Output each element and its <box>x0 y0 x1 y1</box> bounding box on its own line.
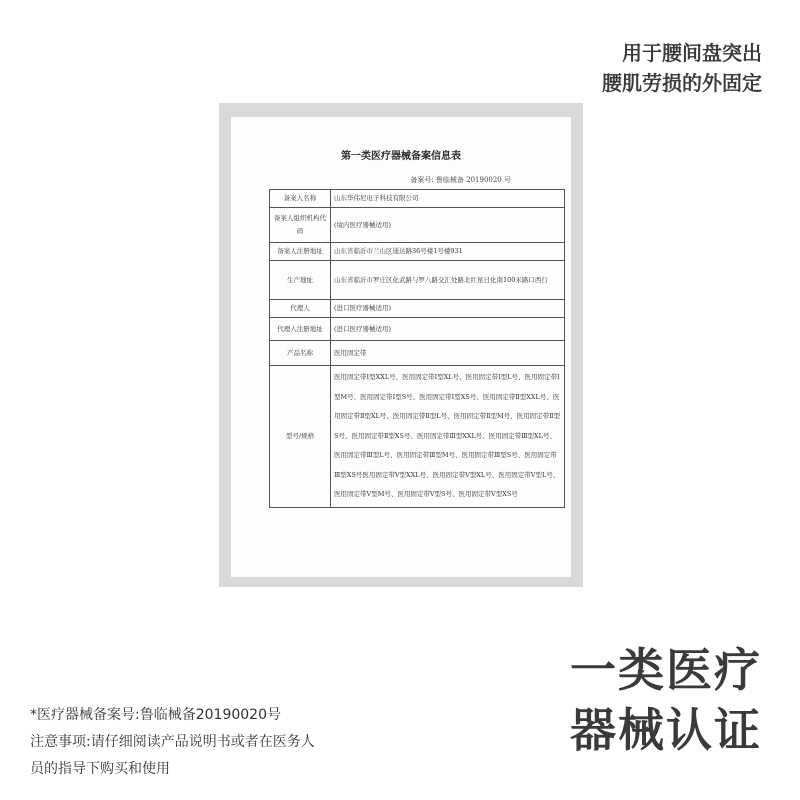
row-label: 生产地址 <box>270 261 331 300</box>
record-table <box>269 189 565 508</box>
tagline <box>602 38 762 98</box>
row-label: 型号/规格 <box>270 366 331 508</box>
row-label: 备案人组织机构代码 <box>270 208 331 243</box>
table-row <box>270 300 565 318</box>
row-value: (进口医疗器械适用) <box>331 318 565 341</box>
caption-notice-line-2: 员的指导下购买和使用 <box>30 761 170 777</box>
row-value: 医用固定带 <box>331 341 565 366</box>
table-row <box>270 208 565 243</box>
row-label: 代理人注册地址 <box>270 318 331 341</box>
table-row <box>270 341 565 366</box>
table-row <box>270 190 565 208</box>
row-label: 备案人名称 <box>270 190 331 208</box>
row-label: 产品名称 <box>270 341 331 366</box>
table-row <box>270 261 565 300</box>
badge-line-2: 器械认证 <box>570 703 762 757</box>
row-label: 代理人 <box>270 300 331 318</box>
caption <box>30 702 315 783</box>
table-row <box>270 243 565 261</box>
row-value: 医用固定带Ⅰ型XXL号、医用固定带Ⅰ型XL号、医用固定带Ⅰ型L号、医用固定带Ⅰ型M号、医用固定带Ⅰ型S号、医用固定带Ⅰ型XS号、医用固定带Ⅱ型XXL号、医用固定带Ⅱ型XL号、医用固定带Ⅱ型L号、医用固定带Ⅱ型M号、医用固定带Ⅱ型S号、医用固定带Ⅱ型XS号、医用固定带Ⅲ型XXL号、医用固定带Ⅲ型XL号、医用固定带Ⅲ型L号、医用固定带Ⅲ型M号、医用固定带Ⅲ型S号、医用固定带Ⅲ型XS号医用固定带Ⅴ型XXL号、医用固定带Ⅴ型XL号、医用固定带Ⅴ型L号、医用固定带Ⅴ型M号、医用固定带Ⅴ型S号、医用固定带Ⅴ型XS号 <box>331 366 565 508</box>
certification-badge <box>570 640 762 760</box>
row-label: 备案人注册地址 <box>270 243 331 261</box>
caption-record-number: *医疗器械备案号:鲁临械备20190020号 <box>30 707 281 723</box>
document-scan <box>219 103 583 587</box>
row-value: 山东华伟尼电子科技有限公司 <box>331 190 565 208</box>
badge-line-1: 一类医疗 <box>570 643 762 697</box>
table-row <box>270 366 565 508</box>
table-row <box>270 318 565 341</box>
caption-notice-line-1: 注意事项:请仔细阅读产品说明书或者在医务人 <box>30 734 315 750</box>
document-paper <box>231 117 571 577</box>
row-value: 山东省临沂市兰山区通达路36号楼1号楼931 <box>331 243 565 261</box>
row-value: 山东省临沂市罗庄区化武路与罗八路交汇处路北红星日化南100米路口西行 <box>331 261 565 300</box>
tagline-line-1: 用于腰间盘突出 <box>622 41 762 65</box>
record-number: 备案号: 鲁临械备 20190020 号 <box>410 176 511 184</box>
document-title: 第一类医疗器械备案信息表 <box>341 151 461 162</box>
row-value: (境内医疗器械适用) <box>331 208 565 243</box>
row-value: (进口医疗器械适用) <box>331 300 565 318</box>
tagline-line-2: 腰肌劳损的外固定 <box>602 71 762 95</box>
